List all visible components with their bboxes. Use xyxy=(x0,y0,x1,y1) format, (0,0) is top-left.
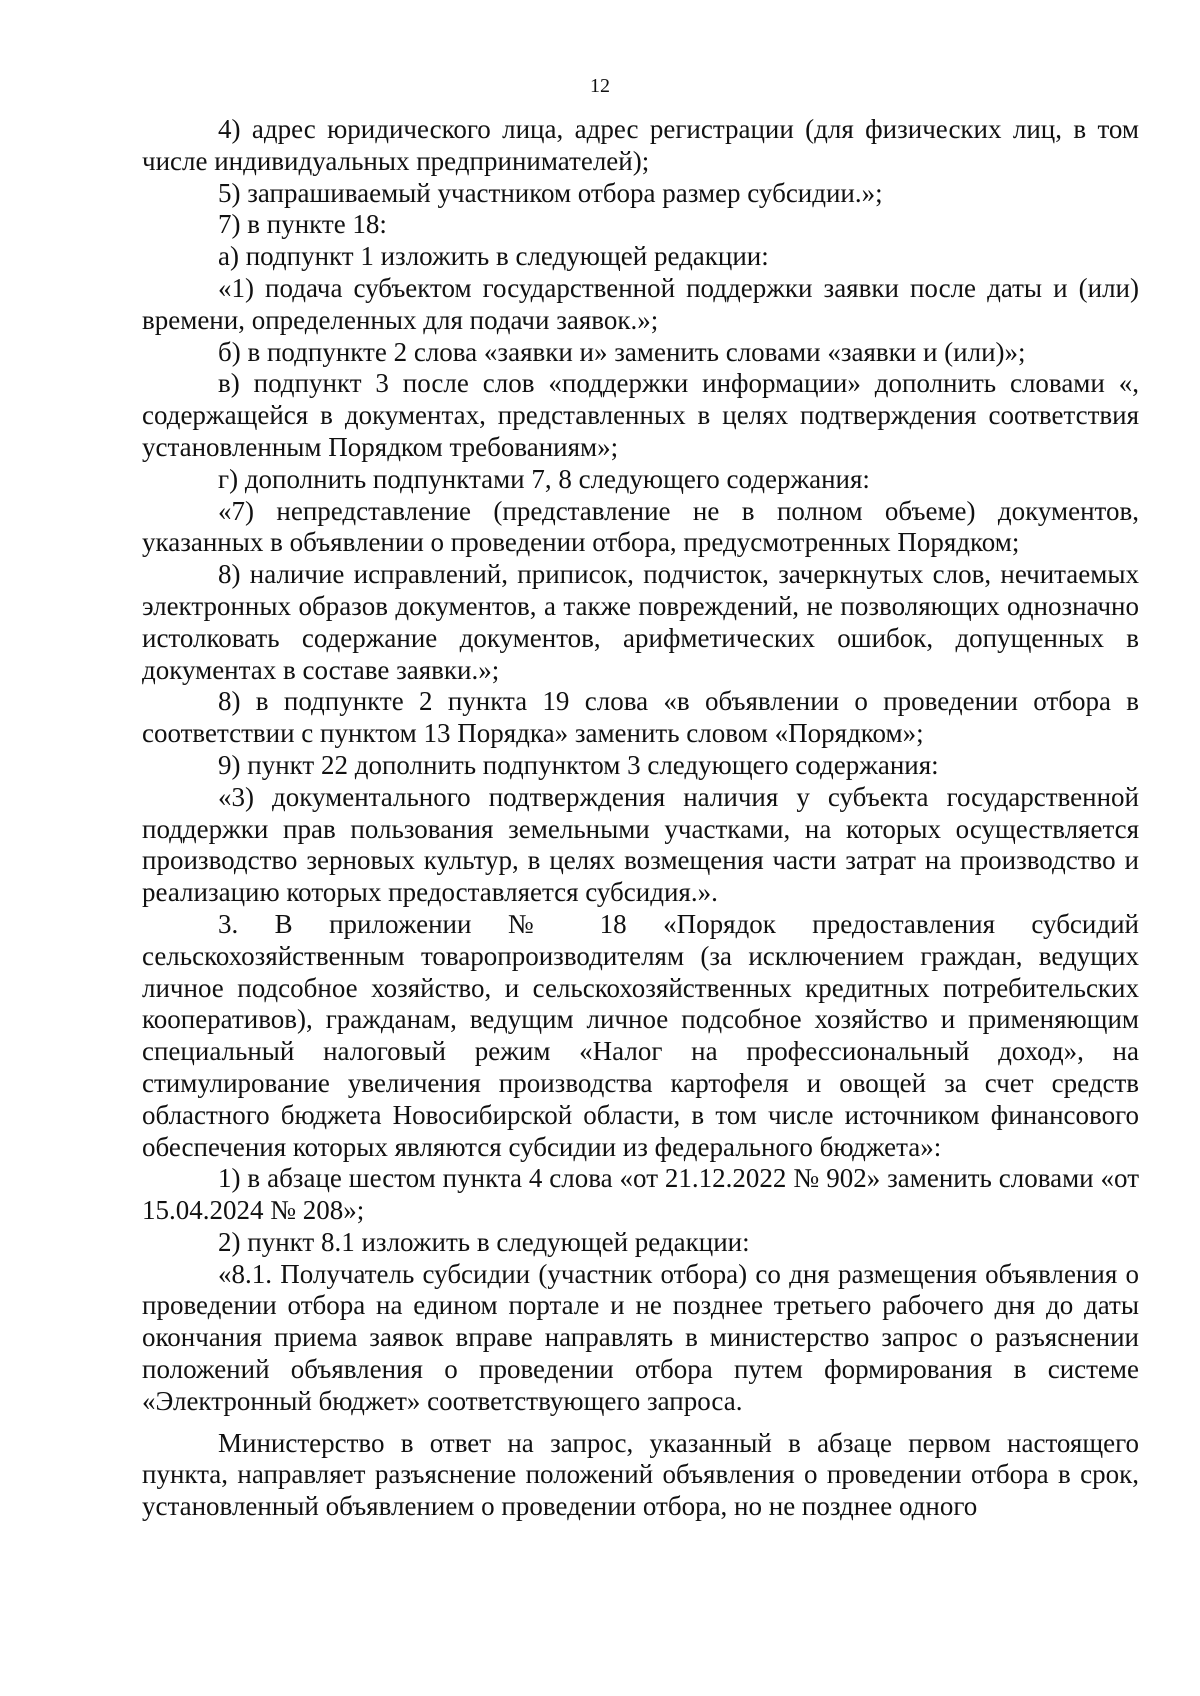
paragraph-2-point-8-1: 2) пункт 8.1 изложить в следующей редакции: xyxy=(218,1226,750,1257)
paragraph-5-subsidy-amount: 5) запрашиваемый участником отбора размер субсидии.»; xyxy=(218,177,883,208)
paragraph-7-point-18: 7) в пункте 18: xyxy=(218,209,387,240)
paragraph-quote-8: 8) наличие исправлений, приписок, подчисток, зачеркнутых слов, нечитаемых электронных образов документов, а также повреждений, не позволяющих однозначно истолковать содержание документов, арифметических ошибок, допущенных в документах в составе заявки.»; xyxy=(142,559,1139,685)
paragraph-v-subpoint-3: в) подпункт 3 после слов «поддержки информации» дополнить словами «, содержащейся в документах, представленных в целях подтверждения соответствия установленным Порядком требованиям»; xyxy=(142,368,1139,462)
paragraph-quote-8-1: «8.1. Получатель субсидии (участник отбора) со дня размещения объявления о проведении отбора на едином портале и не позднее третьего рабочего дня до даты окончания приема заявок вправе направлять в министерство запрос о разъяснении положений объявления о проведении отбора путем формирования в системе «Электронный бюджет» соответствующего запроса. xyxy=(142,1258,1139,1416)
paragraph-4-address: 4) адрес юридического лица, адрес регистрации (для физических лиц, в том числе индивидуальных предпринимателей); xyxy=(142,114,1139,176)
paragraph-quote-7: «7) непредставление (представление не в полном объеме) документов, указанных в объявлении о проведении отбора, предусмотренных Порядком; xyxy=(142,495,1139,558)
paragraph-9-point-22: 9) пункт 22 дополнить подпунктом 3 следующего содержания: xyxy=(218,749,939,780)
page-number: 12 xyxy=(590,75,610,97)
paragraph-quote-3: «3) документального подтверждения наличия у субъекта государственной поддержки прав пользования земельными участками, на которых осуществляется производство зерновых культур, в целях возмещения части затрат на производство и реализацию которых предоставляется субсидия.». xyxy=(142,781,1139,908)
paragraph-8-point-19: 8) в подпункте 2 пункта 19 слова «в объявлении о проведении отбора в соответствии с пунктом 13 Порядка» заменить словом «Порядком»; xyxy=(142,686,1139,749)
paragraph-3-appendix-18: 3. В приложении № 18 «Порядок предоставления субсидий сельскохозяйственным товаропроизводителям (за исключением граждан, ведущих личное подсобное хозяйство, и сельскохозяйственных кредитных потребительских кооперативов), гражданам, ведущим личное подсобное хозяйство и применяющим специальный налоговый режим «Налог на профессиональный доход», на стимулирование увеличения производства картофеля и овощей за счет средств областного бюджета Новосибирской области, в том числе источником финансового обеспечения которых являются субсидии из федерального бюджета»: xyxy=(142,908,1139,1162)
paragraph-1-point-4: 1) в абзаце шестом пункта 4 слова «от 21.12.2022 № 902» заменить словами «от 15.04.2024 № 208»; xyxy=(142,1163,1139,1226)
paragraph-g-subpoints-7-8: г) дополнить подпунктами 7, 8 следующего содержания: xyxy=(218,463,870,494)
paragraph-b-subpoint-2: б) в подпункте 2 слова «заявки и» заменить словами «заявки и (или)»; xyxy=(218,336,1026,367)
document-body xyxy=(142,114,1139,1523)
paragraph-quote-1: «1) подача субъектом государственной поддержки заявки после даты и (или) времени, определенных для подачи заявок.»; xyxy=(142,272,1139,335)
paragraph-a-subpoint-1: а) подпункт 1 изложить в следующей редакции: xyxy=(218,241,769,272)
paragraph-ministry-response: Министерство в ответ на запрос, указанный в абзаце первом настоящего пункта, направляет разъяснение положений объявления о проведении отбора в срок, установленный объявлением о проведении отбора, но не позднее одного xyxy=(142,1427,1139,1522)
